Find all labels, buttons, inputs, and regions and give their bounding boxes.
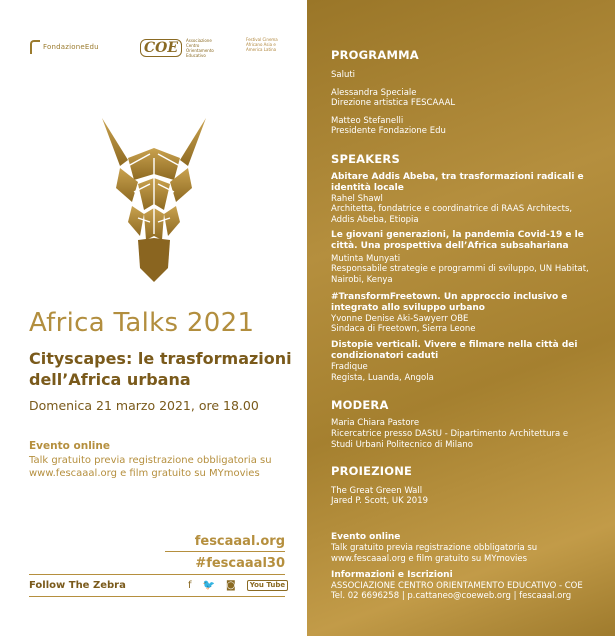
- instagram-icon[interactable]: ◙: [225, 580, 236, 591]
- speaker-name: Mutinta Munyati: [331, 254, 401, 264]
- moderator-name: Maria Chiara Pastore: [331, 418, 420, 428]
- speaker-role: Sindaca di Freetown, Sierra Leone: [331, 324, 476, 334]
- speaker-name: Fradique: [331, 362, 368, 372]
- coe-logo-mark: COE: [140, 39, 182, 57]
- online-event-heading-right: Evento online: [331, 532, 401, 542]
- speaker-role: Architetta, fondatrice e coordinatrice di RAAS Architects, Addis Abeba, Etiopia: [331, 204, 573, 225]
- moderator-role: Ricercatrice presso DAStU - Dipartimento Architettura e Studi Urbani Politecnico di Milano: [331, 429, 569, 450]
- divider-bottom: [29, 596, 285, 597]
- speaker-name: Rahel Shawl: [331, 194, 383, 204]
- speaker-name: Alessandra Speciale: [331, 88, 417, 98]
- event-title: Africa Talks 2021: [29, 308, 255, 338]
- event-subtitle: Cityscapes: le trasformazioni dell’Africa urbana: [29, 349, 292, 389]
- site-link[interactable]: fescaaal.org: [165, 534, 285, 552]
- speaker-role: Responsabile strategie e programmi di sviluppo, UN Habitat, Nairobi, Kenya: [331, 264, 589, 285]
- film-meta: Jared P. Scott, UK 2019: [331, 496, 429, 506]
- festival-logo: Festival Cinema Africano Asia e America Latina: [246, 37, 278, 52]
- event-date: Domenica 21 marzo 2021, ore 18.00: [29, 398, 259, 413]
- online-event-text: Talk gratuito previa registrazione obbligatoria su www.fescaaal.org e film gratuito su MYmovies: [29, 455, 272, 479]
- edu-logo-icon: [30, 40, 40, 54]
- speakers-heading: SPEAKERS: [331, 152, 400, 166]
- info-organization: ASSOCIAZIONE CENTRO ORIENTAMENTO EDUCATIVO - COE: [331, 581, 583, 591]
- info-heading: Informazioni e Iscrizioni: [331, 570, 453, 580]
- speaker-name: Matteo Stefanelli: [331, 116, 404, 126]
- edu-logo-text: FondazioneEdu: [43, 43, 99, 51]
- saluti-label: Saluti: [331, 70, 356, 80]
- speaker-role: Presidente Fondazione Edu: [331, 126, 446, 136]
- talk-title: #TransformFreetown. Un approccio inclusivo e integrato allo sviluppo urbano: [331, 292, 568, 313]
- speaker-role: Regista, Luanda, Angola: [331, 373, 434, 383]
- coe-logo: [140, 38, 220, 58]
- online-event-text-right: Talk gratuito previa registrazione obbligatoria su www.fescaaal.org e film gratuito su MYmovies: [331, 543, 538, 564]
- modera-heading: MODERA: [331, 398, 389, 412]
- follow-label: Follow The Zebra: [29, 580, 126, 591]
- left-panel: [0, 0, 307, 636]
- zebra-head-illustration: [98, 118, 210, 284]
- info-contacts[interactable]: Tel. 02 6696258 | p.cattaneo@coeweb.org | fescaaal.org: [331, 591, 572, 601]
- facebook-icon[interactable]: f: [188, 580, 192, 591]
- online-event-heading: Evento online: [29, 440, 110, 452]
- fondazione-edu-logo: [30, 40, 99, 54]
- divider: [29, 574, 285, 575]
- talk-title: Distopie verticali. Vivere e filmare nella città dei condizionatori caduti: [331, 340, 578, 361]
- twitter-icon[interactable]: 🐦: [202, 580, 215, 591]
- programma-heading: PROGRAMMA: [331, 48, 419, 62]
- coe-logo-text: Associazione Centro Orientamento Educativo: [186, 38, 214, 58]
- talk-title: Le giovani generazioni, la pandemia Covid-19 e le città. Una prospettiva dell’Africa subsahariana: [331, 230, 584, 251]
- talk-title: Abitare Addis Abeba, tra trasformazioni radicali e identità locale: [331, 172, 584, 193]
- film-title: The Great Green Wall: [331, 486, 423, 496]
- hashtag: #fescaaal30: [195, 556, 285, 571]
- social-links: [188, 580, 288, 591]
- youtube-icon[interactable]: You Tube: [247, 580, 288, 591]
- proiezione-heading: PROIEZIONE: [331, 464, 413, 478]
- speaker-name: Yvonne Denise Aki-Sawyerr OBE: [331, 314, 469, 324]
- speaker-role: Direzione artistica FESCAAAL: [331, 98, 456, 108]
